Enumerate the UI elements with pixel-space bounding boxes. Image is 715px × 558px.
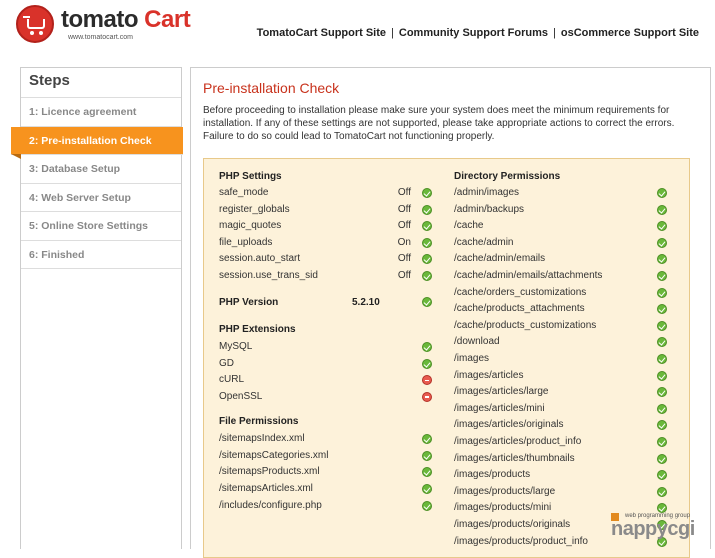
file-permission-row	[219, 498, 439, 514]
step-web-server-setup[interactable]: 4: Web Server Setup	[21, 184, 181, 213]
check-ok-icon	[657, 420, 667, 430]
php-setting-row	[219, 218, 439, 234]
directory-permission-row	[454, 334, 674, 350]
directory-permission-row	[454, 218, 674, 234]
top-links	[257, 27, 699, 39]
php-setting-row-value: Off	[397, 220, 411, 232]
check-ok-icon	[422, 297, 432, 307]
directory-permission-row-label: /cache	[454, 220, 484, 232]
error-minus-icon	[422, 375, 432, 385]
php-setting-row-label: file_uploads	[219, 236, 273, 248]
php-setting-row-label: safe_mode	[219, 187, 269, 198]
directory-permission-row-label: /admin/backups	[454, 203, 525, 215]
directory-permission-row-label: /images/articles	[454, 369, 524, 381]
directory-permissions-heading: Directory Permissions	[454, 171, 561, 182]
php-setting-row-label: session.auto_start	[219, 253, 301, 265]
step-finished[interactable]: 6: Finished	[21, 241, 181, 270]
directory-permission-row	[454, 467, 674, 483]
php-setting-row-value: Off	[397, 203, 411, 215]
file-permission-row-label: /sitemapsCategories.xml	[219, 449, 329, 461]
directory-permission-row	[454, 434, 674, 450]
directory-permission-row	[454, 351, 674, 367]
directory-permission-row-label: /images/articles/large	[454, 386, 549, 398]
directory-permission-row	[454, 318, 674, 334]
tomatocart-logo[interactable]	[16, 5, 196, 49]
file-permission-row-label: /includes/configure.php	[219, 499, 322, 511]
check-ok-icon	[657, 404, 667, 414]
check-ok-icon	[657, 238, 667, 248]
check-ok-icon	[657, 437, 667, 447]
directory-permission-row	[454, 417, 674, 433]
directory-permission-row	[454, 368, 674, 384]
php-extension-row	[219, 389, 439, 405]
check-ok-icon	[657, 221, 667, 231]
php-setting-row	[219, 202, 439, 218]
intro-text: Before proceeding to installation please make sure your system does meet the minimum requirements for installation. If any of these settings are not supported, please take appropriate actions to correct the errors. Failure to do so could lead to TomatoCart not functioning properly.	[203, 105, 675, 142]
file-permission-row	[219, 464, 439, 480]
directory-permission-row-label: /download	[454, 336, 500, 348]
file-permission-row-label: /sitemapsIndex.xml	[219, 433, 305, 444]
check-ok-icon	[657, 205, 667, 215]
directory-permission-row	[454, 301, 674, 317]
directory-permission-row-label: /images/products/large	[454, 485, 556, 497]
check-ok-icon	[657, 271, 667, 281]
directory-permission-row	[454, 285, 674, 301]
check-ok-icon	[657, 454, 667, 464]
directory-permission-row	[454, 235, 674, 251]
steps-title: Steps	[21, 68, 181, 98]
directory-permission-row-label: /cache/orders_customizations	[454, 286, 587, 298]
logo-url: www.tomatocart.com	[68, 34, 133, 41]
check-ok-icon	[657, 321, 667, 331]
step-database-setup[interactable]: 3: Database Setup	[21, 155, 181, 184]
directory-permission-row-label: /cache/admin/emails	[454, 253, 546, 265]
check-ok-icon	[422, 451, 432, 461]
steps-sidebar	[20, 67, 182, 549]
php-extension-row	[219, 339, 439, 355]
directory-permission-row-label: /cache/products_attachments	[454, 303, 585, 315]
directory-permission-row-label: /images/articles/mini	[454, 402, 545, 414]
check-ok-icon	[657, 254, 667, 264]
check-ok-icon	[657, 304, 667, 314]
directory-permission-row	[454, 484, 674, 500]
check-ok-icon	[422, 205, 432, 215]
php-setting-row	[219, 185, 439, 201]
php-setting-row	[219, 268, 439, 284]
php-setting-row-label: register_globals	[219, 203, 290, 215]
page-title: Pre-installation Check	[203, 80, 340, 96]
php-extension-row	[219, 356, 439, 372]
directory-permission-row	[454, 384, 674, 400]
php-version-value: 5.2.10	[352, 297, 380, 308]
directory-permission-row-label: /cache/admin	[454, 236, 514, 248]
php-extension-row-label: cURL	[219, 374, 245, 385]
php-setting-row-value: Off	[397, 187, 411, 198]
check-ok-icon	[422, 342, 432, 352]
check-ok-icon	[422, 467, 432, 477]
php-extension-row	[219, 372, 439, 388]
directory-permission-row-label: /cache/products_customizations	[454, 319, 597, 331]
link-oscommerce-support[interactable]: osCommerce Support Site	[560, 27, 699, 39]
directory-permission-row-label: /cache/admin/emails/attachments	[454, 270, 603, 281]
directory-permission-row-label: /images	[454, 353, 490, 364]
directory-permission-row	[454, 251, 674, 267]
check-ok-icon	[657, 288, 667, 298]
check-ok-icon	[422, 221, 432, 231]
php-version-label: PHP Version	[219, 297, 279, 308]
link-separator: |	[553, 27, 556, 39]
link-community-forums[interactable]: Community Support Forums	[398, 27, 548, 39]
step-online-store-settings[interactable]: 5: Online Store Settings	[21, 212, 181, 241]
check-ok-icon	[657, 503, 667, 513]
directory-permission-row-label: /images/articles/originals	[454, 419, 564, 431]
link-separator: |	[391, 27, 394, 39]
directory-permission-row-label: /images/products/mini	[454, 502, 552, 514]
php-settings-heading: PHP Settings	[219, 171, 282, 182]
file-permission-row-label: /sitemapsArticles.xml	[219, 483, 313, 495]
check-ok-icon	[422, 501, 432, 511]
requirements-panel	[203, 158, 690, 558]
php-extension-row-label: OpenSSL	[219, 390, 263, 402]
check-ok-icon	[422, 484, 432, 494]
link-tomatocart-support[interactable]: TomatoCart Support Site	[256, 27, 387, 39]
php-setting-row-value: Off	[397, 270, 411, 281]
php-setting-row-value: Off	[397, 253, 411, 265]
check-ok-icon	[657, 188, 667, 198]
cart-logo-icon	[16, 5, 54, 43]
directory-permission-row-label: /images/products/originals	[454, 519, 571, 530]
logo-wordmark: tomato Cart	[61, 6, 191, 33]
check-ok-icon	[657, 470, 667, 480]
directory-permission-row	[454, 268, 674, 284]
check-ok-icon	[422, 238, 432, 248]
check-ok-icon	[657, 487, 667, 497]
check-ok-icon	[657, 371, 667, 381]
watermark-tag: web programming group	[625, 513, 691, 519]
check-ok-icon	[422, 188, 432, 198]
file-permission-row	[219, 481, 439, 497]
file-permission-row-label: /sitemapsProducts.xml	[219, 466, 320, 478]
check-ok-icon	[657, 337, 667, 347]
directory-permission-row-label: /images/products/product_info	[454, 535, 588, 547]
check-ok-icon	[657, 387, 667, 397]
directory-permission-row	[454, 202, 674, 218]
main-content	[190, 67, 711, 549]
check-ok-icon	[422, 434, 432, 444]
php-extension-row-label: GD	[219, 357, 234, 369]
step-licence-agreement[interactable]: 1: Licence agreement	[21, 98, 181, 127]
check-ok-icon	[422, 271, 432, 281]
php-setting-row-label: session.use_trans_sid	[219, 270, 318, 281]
directory-permission-row	[454, 451, 674, 467]
php-extensions-heading: PHP Extensions	[219, 324, 296, 335]
php-setting-row	[219, 235, 439, 251]
watermark-name: nappycgi	[611, 518, 695, 540]
check-ok-icon	[422, 254, 432, 264]
php-setting-row-label: magic_quotes	[219, 220, 282, 232]
check-ok-icon	[422, 359, 432, 369]
error-minus-icon	[422, 392, 432, 402]
directory-permission-row	[454, 185, 674, 201]
directory-permission-row-label: /images/articles/thumbnails	[454, 452, 575, 464]
directory-permission-row-label: /admin/images	[454, 187, 520, 198]
nappycgi-watermark	[611, 513, 707, 543]
file-permissions-heading: File Permissions	[219, 416, 299, 427]
php-setting-row-value: On	[397, 236, 411, 248]
php-extension-row-label: MySQL	[219, 341, 253, 352]
file-permission-row	[219, 431, 439, 447]
step-pre-installation-check[interactable]: 2: Pre-installation Check	[11, 127, 183, 156]
file-permission-row	[219, 448, 439, 464]
php-setting-row	[219, 251, 439, 267]
directory-permission-row-label: /images/products	[454, 469, 531, 481]
directory-permission-row-label: /images/articles/product_info	[454, 436, 582, 447]
directory-permission-row	[454, 401, 674, 417]
check-ok-icon	[657, 354, 667, 364]
